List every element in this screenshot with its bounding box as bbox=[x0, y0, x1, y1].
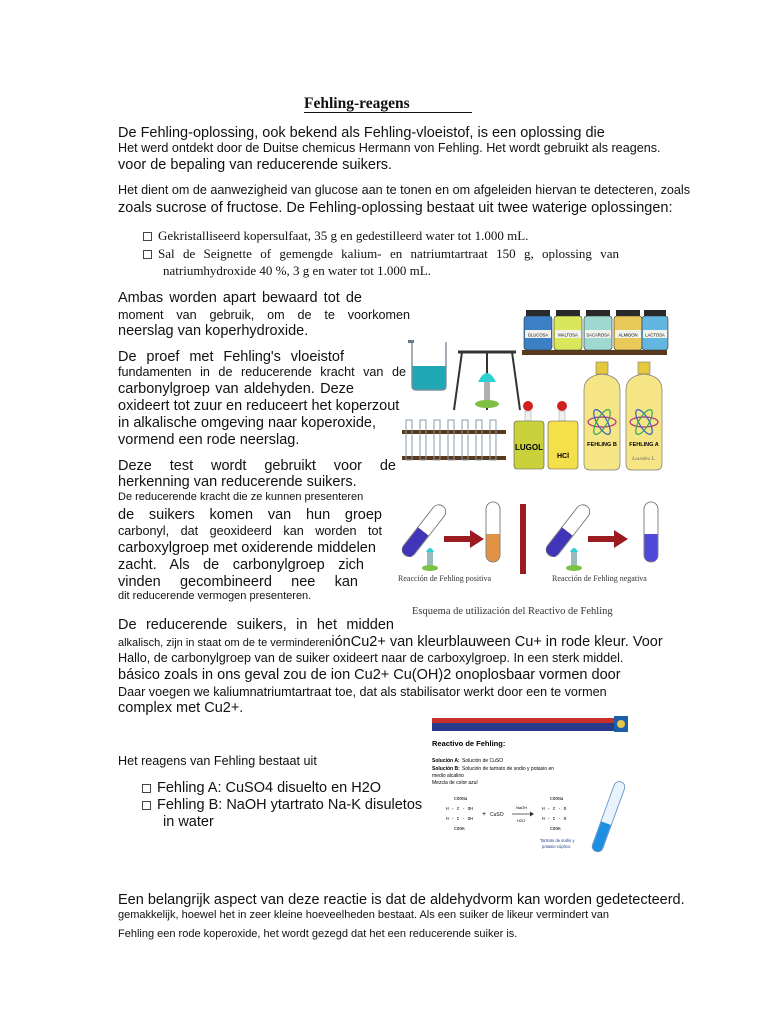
page-title: Fehling-reagens bbox=[304, 95, 410, 112]
sol-a-label: Solución A: bbox=[432, 758, 460, 764]
intro-line-2: Het werd ontdekt door de Duitse chemicus Hermann von Fehling. Het wordt gebruikt als reagens. bbox=[118, 141, 661, 155]
jar-4 bbox=[614, 310, 642, 350]
hcl-label: HCl bbox=[556, 453, 570, 460]
positive-tube-heating bbox=[399, 502, 448, 571]
para5-line-6: carboxylgroep met oxiderende middelen bbox=[118, 540, 376, 556]
product-caption-1: Tartrato de sodio y bbox=[540, 838, 575, 843]
jar-label-5: LACTOSA bbox=[645, 332, 665, 338]
slide-svg bbox=[432, 714, 628, 862]
svg-text:COONa: COONa bbox=[550, 797, 564, 802]
para6-line-1: De reducerende suikers, in het midden bbox=[118, 617, 394, 633]
fehling-b-bottle bbox=[584, 362, 620, 470]
svg-text:H2O: H2O bbox=[517, 818, 526, 823]
para5-line-2: herkenning van reducerende suikers. bbox=[118, 474, 357, 490]
para5-line-7: zacht. Als de carbonylgroep zich bbox=[118, 557, 364, 573]
para6-line-4: básico zoals in ons geval zou de ion Cu2+ Cu(OH)2 onoplosbaar vormen door bbox=[118, 667, 621, 683]
para3-line-3: neerslag van koperhydroxide. bbox=[118, 323, 309, 339]
para3-line-2: moment van gebruik, om de te voorkomen bbox=[118, 308, 410, 322]
jar-1 bbox=[524, 310, 552, 350]
reagent-item-b: Fehling B: NaOH ytartrato Na-K disuletos bbox=[142, 798, 422, 813]
sol-b-text-2: medio alcalino bbox=[432, 773, 464, 779]
intro-line-3: voor de bepaling van reducerende suikers. bbox=[118, 157, 393, 173]
reaction-scheme-illustration bbox=[388, 494, 670, 622]
intro-line-1: De Fehling-oplossing, ook bekend als Fehling-vloeistof, is een oplossing die bbox=[118, 125, 605, 141]
reagent-item-b2: in water bbox=[163, 814, 214, 830]
lab-equipment-illustration bbox=[398, 298, 670, 476]
title-underline bbox=[304, 112, 472, 113]
para6-line-3: Hallo, de carbonylgroep van de suiker oxideert naar de carboxylgroep. In een sterk middel. bbox=[118, 651, 624, 665]
scheme-svg bbox=[388, 494, 670, 622]
plus-sign: + bbox=[482, 811, 487, 818]
para5-line-8: vinden gecombineerd nee kan bbox=[118, 574, 358, 590]
bullet-icon bbox=[142, 801, 151, 810]
para7-line-2: gemakkelijk, hoewel het in zeer kleine hoeveelheden bestaat. Als een suiker de likeur vermindert van bbox=[118, 909, 610, 921]
bullet-icon bbox=[142, 784, 151, 793]
fehling-a-bottle bbox=[626, 362, 662, 470]
bullet-icon bbox=[143, 232, 152, 241]
shelf bbox=[522, 350, 667, 355]
tripod-burner bbox=[454, 352, 520, 410]
slide-title: Reactivo de Fehling: bbox=[432, 739, 506, 748]
lab-svg bbox=[398, 298, 670, 476]
svg-text:H - C - OH: H - C - OH bbox=[446, 807, 474, 812]
para4-line-6: vormend een rode neerslag. bbox=[118, 432, 300, 448]
bullet-icon bbox=[143, 250, 152, 259]
para6-line-5: Daar voegen we kaliumnatriumtartraat toe, dat als stabilisator werkt door een te vormen bbox=[118, 685, 607, 699]
negative-result-tube bbox=[644, 502, 658, 562]
svg-text:NaOH: NaOH bbox=[516, 805, 528, 810]
product-caption-2: potasio-cúprico bbox=[542, 844, 571, 849]
para7-line-1: Een belangrijk aspect van deze reactie is dat de aldehydvorm kan worden gedetecteerd. bbox=[118, 892, 685, 908]
hcl-bottle bbox=[548, 401, 578, 469]
solution-item-2: Sal de Seignette of gemengde kalium- en natriumtartraat 150 g, oplossing van bbox=[143, 247, 619, 260]
mix-text: Mezcla de color azul bbox=[432, 780, 478, 786]
jar-label-4: ALMIDON bbox=[618, 332, 638, 338]
solution-item-1: Gekristalliseerd kopersulfaat, 35 g en gedestilleerd water tot 1.000 mL. bbox=[143, 229, 528, 242]
slide-header-red bbox=[432, 718, 614, 723]
para4-line-1: De proef met Fehling's vloeistof bbox=[118, 349, 344, 365]
para4-line-5: in alkalische omgeving naar koperoxide, bbox=[118, 415, 376, 431]
slide-header-blue bbox=[432, 723, 614, 731]
para5-line-1: Deze test wordt gebruikt voor de bbox=[118, 458, 396, 474]
jar-label-3: SACAROSA bbox=[586, 332, 610, 338]
positive-arrow bbox=[444, 530, 484, 548]
para5-line-5: carbonyl, dat geoxideerd kan worden tot bbox=[118, 524, 382, 538]
svg-text:COONa: COONa bbox=[454, 797, 468, 802]
test-tube-rack bbox=[402, 420, 506, 460]
svg-text:H - C - O: H - C - O bbox=[542, 817, 567, 822]
svg-text:H - C - O: H - C - O bbox=[542, 807, 567, 812]
jar-2 bbox=[554, 310, 582, 350]
beaker bbox=[408, 340, 446, 390]
para4-line-3: carbonylgroep van aldehyden. Deze bbox=[118, 381, 354, 397]
jar-label-1: GLUCOSA bbox=[527, 332, 549, 338]
positive-label: Reacción de Fehling positiva bbox=[398, 574, 492, 583]
svg-text:COOK: COOK bbox=[550, 827, 561, 832]
para7-line-3: Fehling een rode koperoxide, het wordt gezegd dat het een reducerende suiker is. bbox=[118, 928, 518, 940]
para6-line-6: complex met Cu2+. bbox=[118, 700, 244, 716]
reactivo-slide-image bbox=[432, 714, 628, 862]
lugol-bottle bbox=[514, 401, 544, 469]
para5-line-3: De reducerende kracht die ze kunnen presenteren bbox=[118, 491, 364, 503]
para3-line-1: Ambas worden apart bewaard tot de bbox=[118, 290, 362, 306]
positive-result-tube bbox=[486, 502, 500, 562]
para5-line-9: dit reducerende vermogen presenteren. bbox=[118, 590, 312, 602]
lugol-label: LUGOL bbox=[515, 443, 543, 452]
reagent-heading: Het reagens van Fehling bestaat uit bbox=[118, 754, 317, 768]
para5-line-4: de suikers komen van hun groep bbox=[118, 507, 382, 523]
signature-text: Lourdes L. bbox=[632, 456, 656, 462]
svg-text:COOK: COOK bbox=[454, 827, 465, 832]
para2-line-1: Het dient om de aanwezigheid van glucose aan te tonen en om afgeleiden hiervan te detecteren, zoals bbox=[118, 183, 691, 197]
jar-label-2: MALTOSA bbox=[558, 332, 578, 338]
para2-line-2: zoals sucrose of fructose. De Fehling-oplossing bestaat uit twee waterige oplossingen: bbox=[118, 200, 673, 216]
para4-line-4: oxideert tot zuur en reduceert het koperzout bbox=[118, 398, 400, 414]
fehling-a-label: FEHLING A bbox=[629, 442, 659, 448]
reagent-cuso4: CuSO bbox=[490, 812, 504, 818]
negative-tube-heating bbox=[543, 502, 592, 571]
scheme-divider bbox=[520, 504, 526, 574]
negative-label: Reacción de Fehling negativa bbox=[552, 574, 647, 583]
svg-text:H - C - OH: H - C - OH bbox=[446, 817, 474, 822]
jar-3 bbox=[584, 310, 612, 350]
sol-a-text: Solución de CuSO bbox=[462, 758, 504, 764]
para6-line-2: alkalisch, zijn in staat om de te vermindereniónCu2+ van kleurblauween Cu+ in rode kleur. Voor bbox=[118, 634, 663, 650]
sol-b-label: Solución B: bbox=[432, 766, 460, 772]
reagent-item-a: Fehling A: CuSO4 disuelto en H2O bbox=[142, 781, 381, 796]
sol-b-text: Solución de tartrato de sodio y potasio en bbox=[462, 766, 555, 772]
jar-5 bbox=[642, 310, 668, 350]
scheme-caption: Esquema de utilización del Reactivo de Fehling bbox=[412, 606, 613, 617]
negative-arrow bbox=[588, 530, 628, 548]
fehling-b-label: FEHLING B bbox=[587, 442, 617, 448]
para4-line-2: fundamenten in de reducerende kracht van de bbox=[118, 365, 406, 379]
solution-item-2b: natriumhydroxide 40 %, 3 g en water tot 1.000 mL. bbox=[163, 263, 431, 278]
